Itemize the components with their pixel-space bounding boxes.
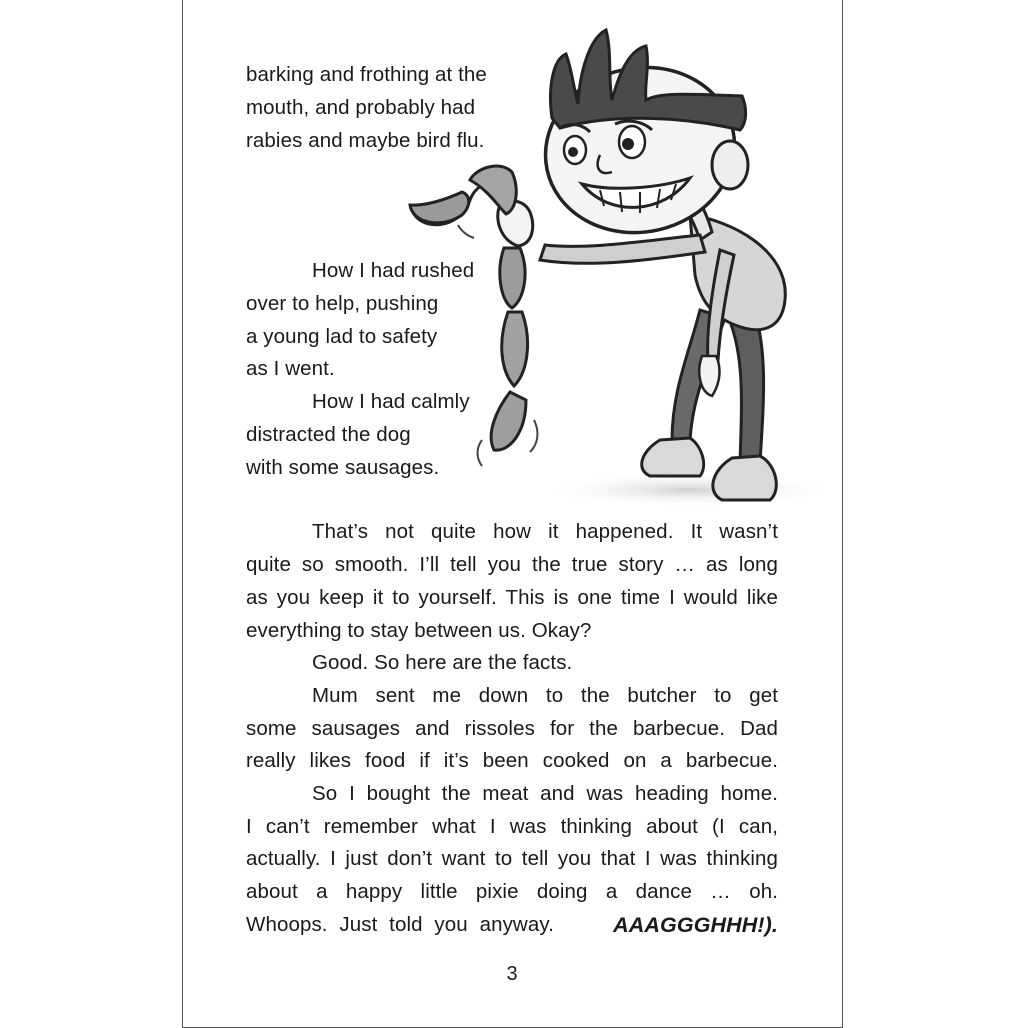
- text-line: as you keep it to yourself. This is one time I would like: [246, 586, 778, 609]
- page-number: 3: [506, 963, 518, 985]
- text-line: [246, 911, 778, 939]
- text-line: actually. I just don’t want to tell you that I was thinking: [246, 847, 778, 870]
- text-line: really likes food if it’s been cooked on a barbecue.: [246, 749, 778, 772]
- text-line-segment: Whoops. Just told you anyway.: [246, 913, 554, 936]
- text-line: with some sausages.: [246, 456, 440, 479]
- text-line: quite so smooth. I’ll tell you the true story … as long: [246, 553, 778, 576]
- text-line: everything to stay between us. Okay?: [246, 619, 592, 642]
- text-line: distracted the dog: [246, 423, 411, 446]
- boy-holding-sausages-icon: [398, 24, 838, 514]
- text-line: as I went.: [246, 357, 335, 380]
- text-line: about a happy little pixie doing a dance … oh.: [246, 880, 778, 903]
- text-line: some sausages and rissoles for the barbecue. Dad: [246, 717, 778, 740]
- text-line: How I had rushed: [312, 259, 475, 282]
- text-line: over to help, pushing: [246, 292, 439, 315]
- text-line: mouth, and probably had: [246, 96, 476, 119]
- text-line: That’s not quite how it happened. It wasn’t: [312, 520, 778, 543]
- text-line: How I had calmly: [312, 390, 470, 413]
- shout-text: AAAGGGHHH!).: [613, 913, 778, 937]
- text-line: barking and frothing at the: [246, 63, 487, 86]
- text-line: Mum sent me down to the butcher to get: [312, 684, 778, 707]
- text-line: So I bought the meat and was heading home.: [312, 782, 778, 805]
- text-line: Good. So here are the facts.: [312, 651, 573, 674]
- text-line: I can’t remember what I was thinking about (I can,: [246, 815, 778, 838]
- text-line: rabies and maybe bird flu.: [246, 129, 485, 152]
- text-line: a young lad to safety: [246, 325, 438, 348]
